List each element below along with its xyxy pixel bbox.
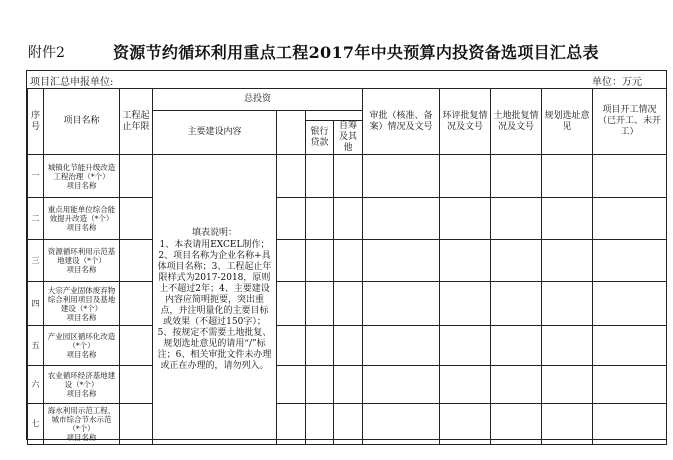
row-category: 海水利用示范工程、城市综合节水示范（*个） bbox=[47, 406, 116, 433]
row-sub-label: 项目名称 bbox=[66, 180, 97, 190]
row-sub-label: 项目名称 bbox=[66, 350, 97, 359]
header-bank-loan: 银行贷款 bbox=[306, 121, 334, 155]
row-seq: 五 bbox=[28, 326, 44, 366]
header-funding-spacer bbox=[306, 111, 363, 121]
row-category: 大宗产业固体废弃物综合利用项目及基地建设（*个） bbox=[47, 285, 116, 313]
header-env-approval: 环评批复情况及文号 bbox=[440, 89, 491, 155]
row-category: 资源循环利用示范基地建设（*个） bbox=[47, 247, 116, 265]
instructions-body: 1、本表请用EXCEL制作；2、项目名称为企业名称+具体项目名称；3、工程起止年限样式为2017-2018，原则上不超过2年；4、主要建设内容应简明扼要，突出重点，并注明量化的主要目标或效果（不超过150字）；5、按规定不需要土地批复、规划选址意见的请用“/”标注；6、相关审批文件未办理或正在办理的，请勿列入。 bbox=[157, 239, 272, 371]
row-sub-label: 项目名称 bbox=[66, 433, 97, 442]
document-header bbox=[0, 36, 673, 66]
document-title: 资源节约循环利用重点工程2017年中央预算内投资备选项目汇总表 bbox=[113, 43, 599, 62]
header-approval: 审批（核准、备案）情况及文号 bbox=[363, 89, 440, 155]
row-seq: 七 bbox=[28, 404, 44, 445]
row-category: 农业循环经济基地建设（*个） bbox=[47, 371, 116, 389]
row-seq: 四 bbox=[28, 282, 44, 326]
table-row bbox=[28, 198, 667, 240]
row-years bbox=[120, 155, 153, 198]
row-sub-label: 项目名称 bbox=[66, 312, 97, 322]
row-project-name bbox=[44, 404, 120, 445]
row-category: 产业园区循环化改造（*个） bbox=[47, 332, 116, 350]
table-row bbox=[28, 326, 667, 366]
row-category: 城镇化节能升级改造工程治理（*个） bbox=[47, 162, 116, 181]
row-sub-label: 项目名称 bbox=[66, 265, 97, 274]
summary-sheet bbox=[26, 70, 667, 440]
instructions-cell bbox=[153, 155, 277, 445]
table-row bbox=[28, 240, 667, 282]
row-project-name bbox=[44, 366, 120, 404]
header-planning-opinion: 规划选址意见 bbox=[542, 89, 593, 155]
table-row bbox=[28, 404, 667, 445]
row-seq: 三 bbox=[28, 240, 44, 282]
header-main-content: 主要建设内容 bbox=[153, 111, 277, 155]
header-project-name: 项目名称 bbox=[44, 89, 120, 155]
instructions-heading: 填表说明： bbox=[191, 227, 237, 238]
reporting-unit-label: 项目汇总申报单位: bbox=[30, 77, 114, 88]
row-project-name bbox=[44, 155, 120, 198]
project-summary-table bbox=[27, 88, 667, 445]
row-seq: 一 bbox=[28, 155, 44, 198]
header-total-investment: 总投资 bbox=[153, 89, 363, 111]
table-row bbox=[28, 282, 667, 326]
header-seq: 序号 bbox=[28, 89, 44, 155]
row-seq: 二 bbox=[28, 198, 44, 240]
header-project-years: 工程起止年限 bbox=[120, 89, 153, 155]
row-sub-label: 项目名称 bbox=[66, 389, 97, 398]
row-seq: 六 bbox=[28, 366, 44, 404]
row-category: 重点用能单位综合能效提升改造（*个） bbox=[47, 205, 116, 223]
currency-unit-label: 单位：万元 bbox=[592, 77, 642, 88]
row-project-name bbox=[44, 240, 120, 282]
header-total-value bbox=[277, 111, 306, 155]
attachment-label: 附件2 bbox=[28, 45, 65, 61]
table-row bbox=[28, 155, 667, 198]
row-project-name bbox=[44, 198, 120, 240]
header-self-funding: 自筹及其他 bbox=[334, 121, 363, 155]
header-land-approval: 土地批复情况及文号 bbox=[491, 89, 542, 155]
table-row bbox=[28, 366, 667, 404]
row-sub-label: 项目名称 bbox=[66, 223, 97, 232]
row-project-name bbox=[44, 326, 120, 366]
row-project-name bbox=[44, 282, 120, 326]
sheet-meta-row bbox=[27, 71, 666, 89]
header-construction-status: 项目开工情况（已开工、未开工） bbox=[593, 89, 667, 155]
